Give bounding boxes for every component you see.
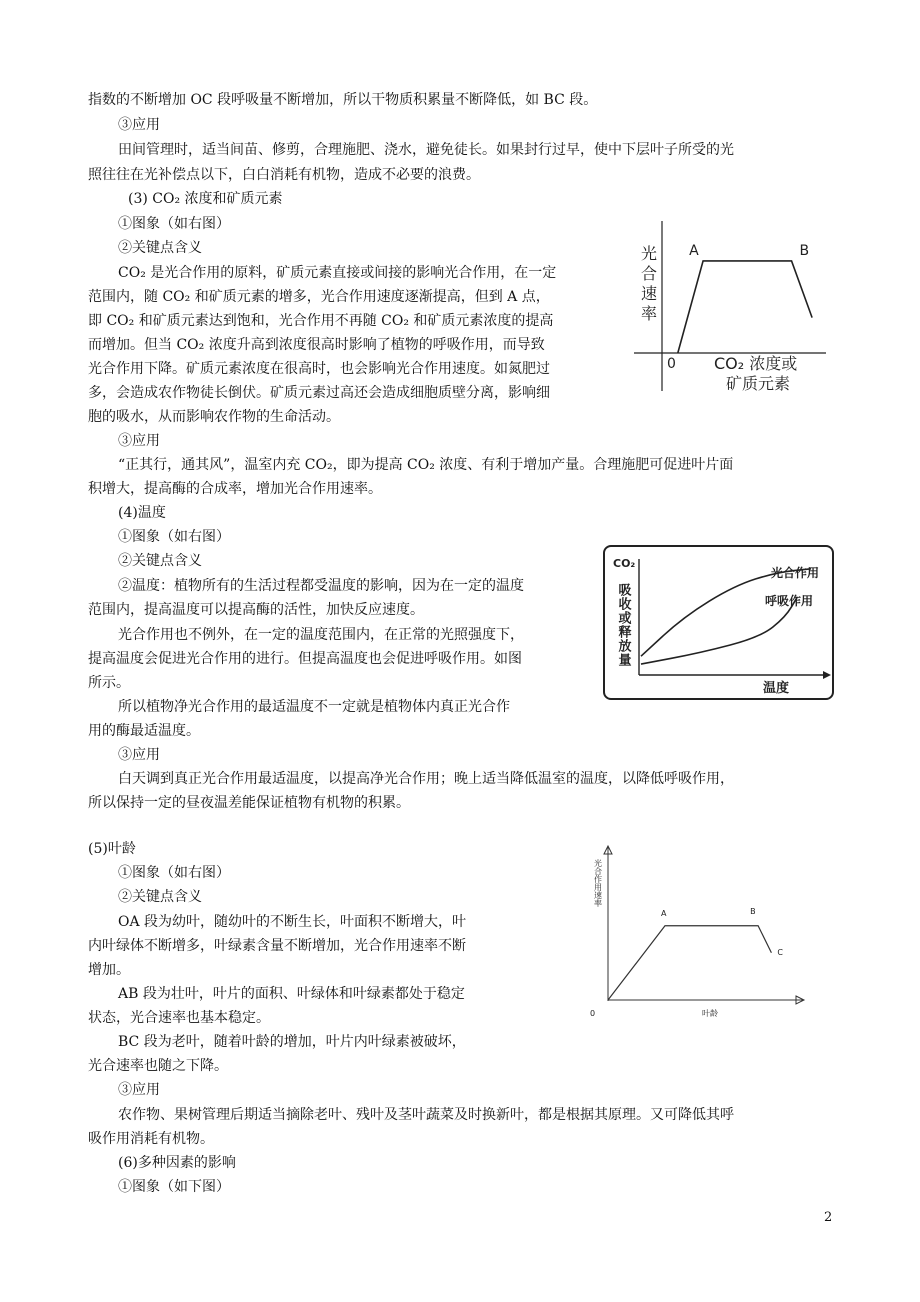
point-label-b: B [750,906,756,916]
paragraph-line: CO₂ 是光合作用的原料，矿质元素直接或间接的影响光合作用，在一定 [118,265,557,281]
legend-respiration: 呼吸作用 [765,594,814,608]
paragraph-line: 所以保持一定的昼夜温差能保证植物有机物的积累。 [88,795,410,811]
series-line [678,261,812,353]
paragraph-line: 指数的不断增加 OC 段呼吸量不断增加，所以干物质积累量不断降低，如 BC 段。 [88,92,598,108]
subheading-key-points: ②关键点含义 [118,889,202,905]
y-axis-label: 吸收或释放量 [615,583,631,667]
paragraph-line: 内叶绿体不断增多，叶绿素含量不断增加，光合作用速率不断 [88,938,466,954]
paragraph-line: 即 CO₂ 和矿质元素达到饱和，光合作用不再随 CO₂ 和矿质元素浓度的提高 [88,313,554,329]
subheading-key-points: ②关键点含义 [118,553,202,569]
chart-co2-mineral [630,215,830,400]
point-label-c: C [777,947,783,957]
series-line-photosynthesis [641,569,814,656]
subheading-figure: ①图象（如右图） [118,216,230,232]
paragraph-line: 白天调到真正光合作用最适温度，以提高净光合作用；晚上适当降低温室的温度，以降低呼吸作用， [118,771,734,787]
co2-label: CO₂ [613,557,636,570]
paragraph-line: OA 段为幼叶，随幼叶的不断生长，叶面积不断增大，叶 [118,914,467,930]
page-number: 2 [824,1210,833,1225]
paragraph-line: 田间管理时，适当间苗、修剪，合理施肥、浇水，避免徒长。如果封行过早，使中下层叶子所受的光 [118,142,734,158]
point-label-a: A [661,908,667,918]
section-title: (5)叶龄 [88,841,136,857]
figure-temperature [603,545,834,700]
paragraph-line: BC 段为老叶，随着叶龄的增加，叶片内叶绿素被破坏， [118,1034,466,1050]
paragraph-line: 范围内，随 CO₂ 和矿质元素的增多，光合作用速度逐渐提高，但到 A 点， [88,289,550,305]
paragraph-line: 用的酶最适温度。 [88,723,200,739]
y-axis-label: 光合速率 [638,245,658,325]
paragraph-line: 范围内，提高温度可以提高酶的活性，加快反应速度。 [88,602,424,618]
paragraph-line: 多，会造成农作物徒长倒伏。矿质元素过高还会造成细胞质壁分离，影响细 [88,385,550,401]
paragraph-line: 所示。 [88,675,130,691]
paragraph-line: 光合作用也不例外，在一定的温度范围内，在正常的光照强度下， [118,627,524,643]
paragraph-line: AB 段为壮叶，叶片的面积、叶绿体和叶绿素都处于稳定 [118,986,465,1002]
subheading-application: ③应用 [118,1082,160,1098]
paragraph-line: 胞的吸水，从而影响农作物的生命活动。 [88,409,340,425]
paragraph-line: 农作物、果树管理后期适当摘除老叶、残叶及茎叶蔬菜及时换新叶，都是根据其原理。又可降低其呼 [118,1107,734,1123]
paragraph-line: 光合作用下降。矿质元素浓度在很高时，也会影响光合作用速度。如氮肥过 [88,361,550,377]
section-title: (3) CO₂ 浓度和矿质元素 [128,191,283,207]
paragraph-line: “正其行，通其风”，温室内充 CO₂，即为提高 CO₂ 浓度、有利于增加产量。合理施肥可促进叶片面 [118,457,734,473]
series-line [608,926,771,1000]
paragraph-line: 增加。 [88,962,130,978]
paragraph-line: 积增大，提高酶的合成率，增加光合作用速率。 [88,481,382,497]
subheading-figure: ①图象（如右图） [118,529,230,545]
origin-label: 0 [667,356,676,372]
paragraph-line: 吸作用消耗有机物。 [88,1131,214,1147]
subheading-key-points: ②关键点含义 [118,240,202,256]
paragraph-line: 所以植物净光合作用的最适温度不一定就是植物体内真正光合作 [118,699,510,715]
legend-photosynthesis: 光合作用 [771,566,820,580]
paragraph-line: 提高温度会促进光合作用的进行。但提高温度也会促进呼吸作用。如图 [88,651,522,667]
chart-leaf-age [580,845,810,1025]
x-axis-label-1: CO₂ 浓度或 [714,354,798,373]
paragraph-line: 状态，光合速率也基本稳定。 [88,1010,270,1026]
section-title: (4)温度 [118,505,166,521]
figure-co2-mineral [630,215,830,400]
point-label-b: B [799,242,810,259]
section-title: (6)多种因素的影响 [118,1155,236,1171]
subheading-figure: ①图象（如右图） [118,865,230,881]
y-axis-label: 光合作用速率 [593,859,603,907]
subheading-application: ③应用 [118,117,160,133]
subheading-figure: ①图象（如下图） [118,1179,230,1195]
paragraph-line: 照往往在光补偿点以下，白白消耗有机物，造成不必要的浪费。 [88,167,480,183]
subheading-application: ③应用 [118,433,160,449]
x-axis-label-2: 矿质元素 [726,374,791,393]
paragraph-line: 而增加。但当 CO₂ 浓度升高到浓度很高时影响了植物的呼吸作用，而导致 [88,337,545,353]
x-axis-label: 叶龄 [702,1009,718,1018]
paragraph-line: ②温度：植物所有的生活过程都受温度的影响，因为在一定的温度 [118,578,524,594]
subheading-application: ③应用 [118,747,160,763]
point-label-a: A [689,242,699,259]
chart-temperature [605,547,832,698]
figure-leaf-age [580,845,810,1025]
origin-label: 0 [590,1009,596,1018]
x-axis-arrow [823,671,831,679]
x-axis-label: 温度 [763,681,790,696]
paragraph-line: 光合速率也随之下降。 [88,1058,228,1074]
